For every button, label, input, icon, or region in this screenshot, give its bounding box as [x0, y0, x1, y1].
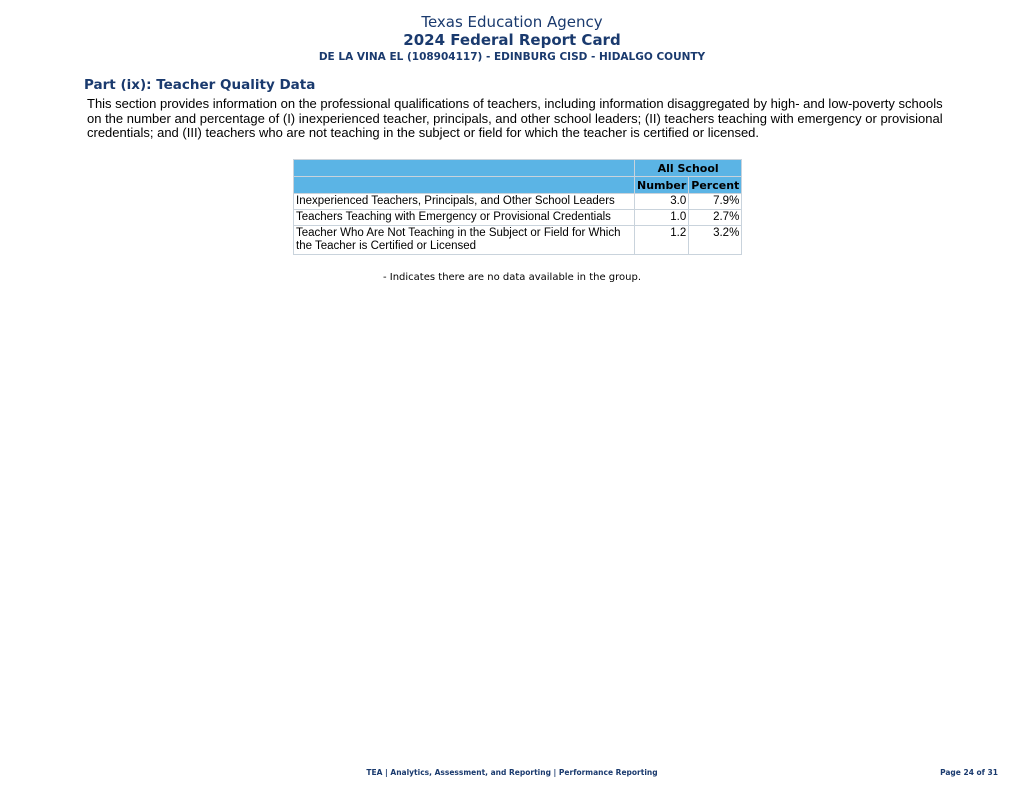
row-number: 1.2	[635, 226, 689, 255]
no-data-text: Indicates there are no data available in the group.	[389, 272, 642, 283]
no-data-symbol: -	[382, 272, 387, 283]
page-number: Page 24 of 31	[940, 768, 998, 777]
row-label: Teacher Who Are Not Teaching in the Subject or Field for Which the Teacher is Certified or Licensed	[294, 226, 635, 255]
table-row	[294, 210, 742, 226]
percent-column-header: Percent	[689, 177, 742, 194]
blank-header-cell	[294, 177, 635, 194]
row-number: 1.0	[635, 210, 689, 226]
table-column-header-row	[294, 177, 742, 194]
table-group-header-row	[294, 160, 742, 177]
row-percent: 7.9%	[689, 194, 742, 210]
section-description: This section provides information on the professional qualifications of teachers, including information disaggregated by high- and low-poverty schools on the number and percentage of (I) inexperienced teacher, principals, and other school leaders; (II) teachers teaching with emergency or provisional credentials; and (III) teachers who are not teaching in the subject or field for which the teacher is certified or licensed.	[87, 96, 943, 141]
row-number: 3.0	[635, 194, 689, 210]
school-district-line: DE LA VINA EL (108904117) - EDINBURG CISD - HIDALGO COUNTY	[318, 51, 706, 63]
report-header	[0, 13, 1024, 64]
table-row	[294, 226, 742, 255]
section-title: Part (ix): Teacher Quality Data	[84, 77, 316, 93]
teacher-quality-table	[293, 159, 742, 255]
number-column-header: Number	[635, 177, 689, 194]
footer-credit: TEA | Analytics, Assessment, and Reporting | Performance Reporting	[366, 768, 658, 777]
row-label: Teachers Teaching with Emergency or Provisional Credentials	[294, 210, 635, 226]
table-row	[294, 194, 742, 210]
all-school-header: All School	[635, 160, 742, 177]
row-label: Inexperienced Teachers, Principals, and Other School Leaders	[294, 194, 635, 210]
agency-name: Texas Education Agency	[421, 13, 603, 31]
row-percent: 3.2%	[689, 226, 742, 255]
no-data-note	[0, 272, 1024, 283]
blank-header-cell	[294, 160, 635, 177]
row-percent: 2.7%	[689, 210, 742, 226]
report-title: 2024 Federal Report Card	[403, 31, 621, 49]
